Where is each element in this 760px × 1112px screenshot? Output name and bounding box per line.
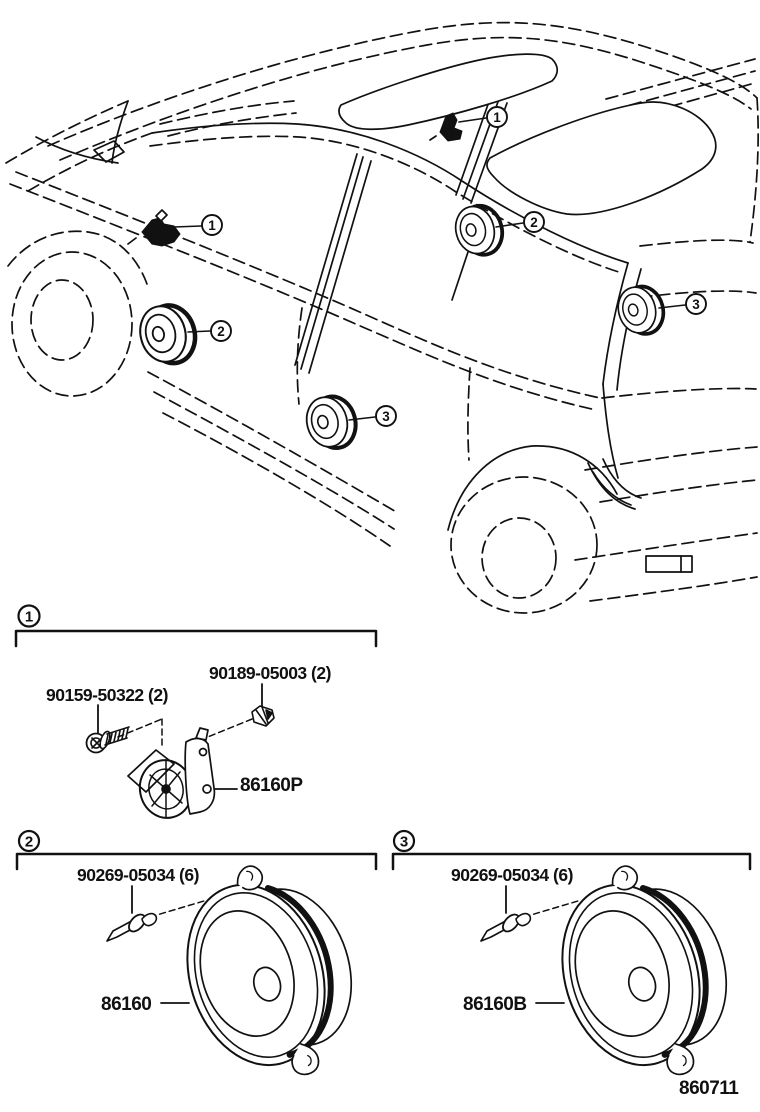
section-1 [16, 606, 376, 823]
part-number-86160[interactable]: 86160 [101, 994, 152, 1015]
section-3 [393, 831, 750, 1085]
section-2-label-lines [132, 886, 189, 1003]
section-1-digit: 1 [24, 608, 34, 626]
section-1-header-callout[interactable] [19, 606, 40, 627]
callout-3-sliding-door[interactable] [376, 406, 396, 426]
part-number-90269-05034-a[interactable]: 90269-05034 (6) [77, 865, 199, 885]
callout-2-rear-quarter[interactable] [524, 212, 544, 232]
screw-glyph [87, 727, 130, 753]
rivet-glyph-a [107, 912, 156, 941]
part-number-86160P[interactable]: 86160P [240, 775, 303, 796]
callout-1-pillar-digit: 1 [208, 218, 216, 233]
tweeter-assembly-glyph [128, 728, 214, 823]
section-3-header-callout[interactable] [394, 831, 414, 851]
sliding-door-speaker-marker [302, 391, 361, 454]
callout-2-front-door-digit: 2 [217, 324, 225, 339]
front-pillar-tweeter-marker [128, 210, 180, 246]
callout-3-sliding-door-digit: 3 [382, 409, 390, 424]
callout-2-front-door[interactable] [211, 321, 231, 341]
callout-3-rear-pillar[interactable] [686, 294, 706, 314]
callout-1-roof-digit: 1 [493, 110, 501, 125]
section-2-header-callout[interactable] [19, 831, 39, 851]
callout-1-roof[interactable] [487, 107, 507, 127]
part-number-90189-05003[interactable]: 90189-05003 (2) [209, 663, 331, 683]
front-door-speaker-marker [134, 299, 201, 370]
section-3-label-lines [506, 886, 564, 1003]
section-2-digit: 2 [24, 833, 34, 851]
section-3-digit: 3 [399, 833, 409, 851]
section-2-guide [150, 901, 204, 917]
callout-3-rear-pillar-digit: 3 [692, 297, 700, 312]
rivet-glyph-b [481, 912, 530, 941]
part-number-90269-05034-b[interactable]: 90269-05034 (6) [451, 865, 573, 885]
part-number-86160B[interactable]: 86160B [463, 994, 527, 1015]
callout-1-pillar[interactable] [202, 215, 222, 235]
section-3-guide [524, 901, 578, 917]
rear-quarter-speaker-marker [451, 201, 507, 261]
rear-pillar-speaker-marker [614, 281, 669, 339]
rear-speaker-glyph [539, 859, 749, 1086]
figure-number: 860711 [679, 1078, 739, 1099]
section-1-bracket [16, 631, 376, 646]
clip-glyph [252, 706, 274, 726]
callout-2-rear-quarter-digit: 2 [530, 215, 538, 230]
part-number-90159-50322[interactable]: 90159-50322 (2) [46, 685, 168, 705]
door-speaker-glyph [164, 859, 374, 1086]
section-2 [17, 831, 376, 1085]
sunroof-rear [487, 102, 716, 214]
